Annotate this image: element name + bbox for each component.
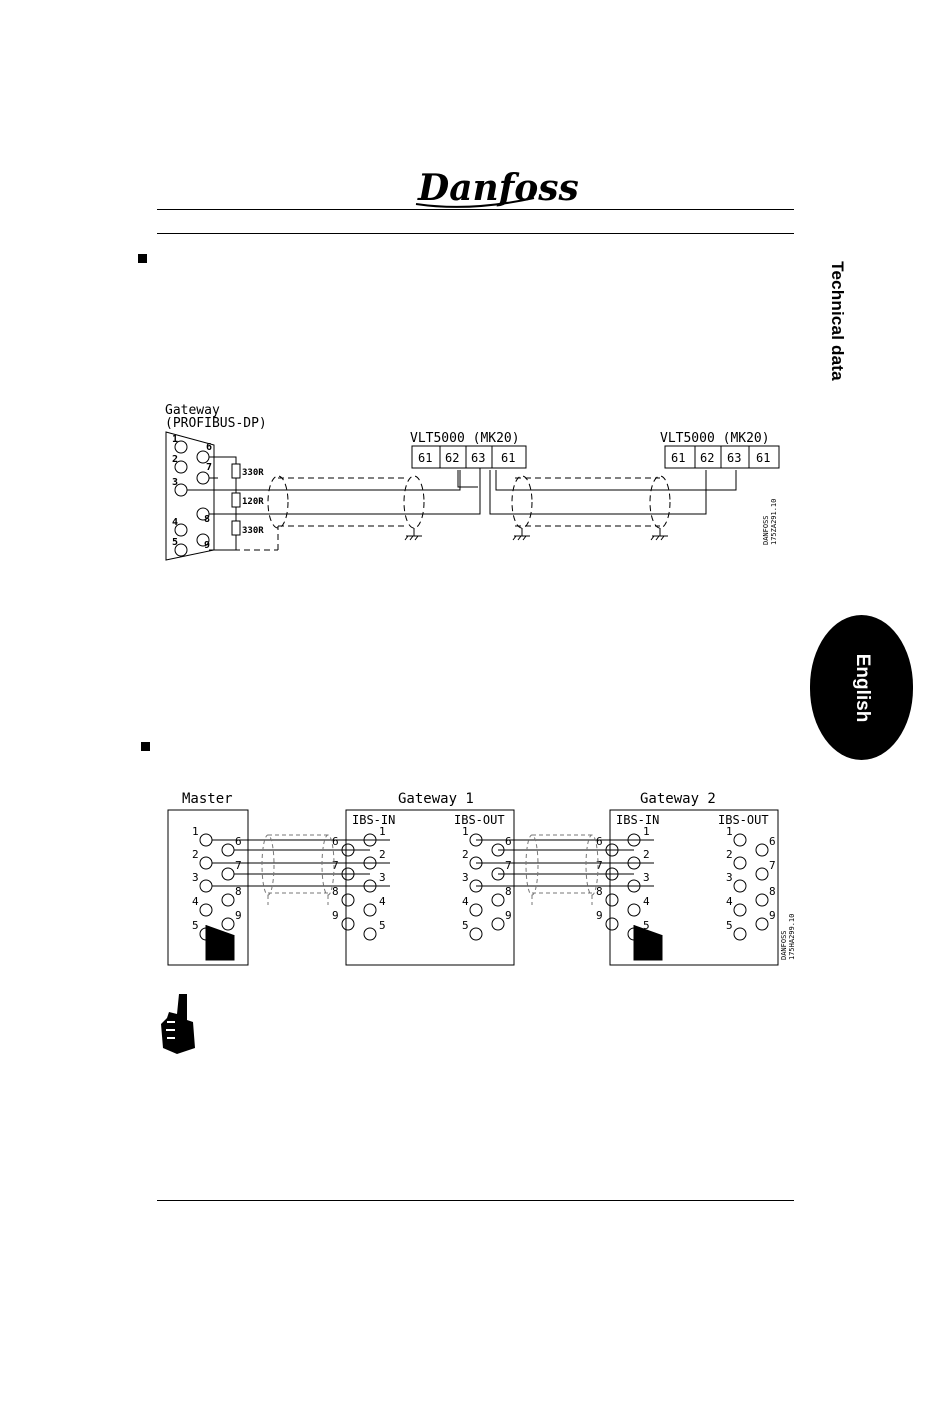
connector-pin-label: 3 bbox=[462, 871, 469, 884]
connector-pin bbox=[492, 918, 504, 930]
connector-pin-label: 9 bbox=[769, 909, 776, 922]
header-rule-top bbox=[157, 209, 794, 210]
ground-symbol bbox=[513, 528, 530, 540]
connector-pin bbox=[756, 918, 768, 930]
connector-pin bbox=[200, 880, 212, 892]
connector-pin bbox=[756, 894, 768, 906]
connector-pin-label: 1 bbox=[379, 825, 386, 838]
connector-pin-label: 5 bbox=[643, 919, 650, 932]
connector-pin bbox=[470, 928, 482, 940]
pin-label-3: 3 bbox=[172, 477, 179, 488]
connector-pin-label: 6 bbox=[332, 835, 339, 848]
connector-pin-label: 4 bbox=[643, 895, 650, 908]
connector-pin-label: 8 bbox=[235, 885, 242, 898]
connector-pin-label: 3 bbox=[643, 871, 650, 884]
connector-pin-label: 7 bbox=[235, 859, 242, 872]
pin-label-9: 9 bbox=[204, 540, 211, 551]
resistor-330r-top bbox=[232, 464, 240, 478]
master-title: Master bbox=[182, 791, 233, 807]
connector-pin-label: 8 bbox=[769, 885, 776, 898]
connector-pin-label: 3 bbox=[726, 871, 733, 884]
section-bullet-2 bbox=[141, 742, 150, 751]
connector-pin-label: 7 bbox=[769, 859, 776, 872]
drive-2-terminal: 63 bbox=[727, 451, 742, 465]
ground-symbol bbox=[405, 528, 422, 540]
danfoss-logo bbox=[410, 158, 579, 212]
ground-symbol bbox=[651, 528, 668, 540]
pin-7 bbox=[197, 472, 209, 484]
footer-rule bbox=[157, 1200, 794, 1201]
resistor-label-3: 330R bbox=[242, 526, 264, 536]
resistor-330r-bottom bbox=[232, 521, 240, 535]
connector-pin bbox=[734, 880, 746, 892]
header-rule-bottom bbox=[157, 233, 794, 234]
connector-pin bbox=[342, 918, 354, 930]
connector-pin bbox=[364, 928, 376, 940]
gateway-2-title: Gateway 2 bbox=[640, 791, 716, 807]
gateway-1-title: Gateway 1 bbox=[398, 791, 474, 807]
connector-pin bbox=[492, 894, 504, 906]
connector-pin-label: 9 bbox=[596, 909, 603, 922]
connector-pin-label: 6 bbox=[769, 835, 776, 848]
connector-pin-label: 7 bbox=[505, 859, 512, 872]
pin-label-4: 4 bbox=[172, 517, 179, 528]
gw1-ibs-in-label: IBS-IN bbox=[352, 813, 396, 827]
connector-pin-label: 2 bbox=[192, 848, 199, 861]
pin-label-5: 5 bbox=[172, 537, 179, 548]
gateway-title: Gateway bbox=[165, 403, 220, 418]
pin-label-2: 2 bbox=[172, 454, 179, 465]
connector-pin-label: 3 bbox=[379, 871, 386, 884]
connector-pin-label: 8 bbox=[332, 885, 339, 898]
connector-pin-label: 4 bbox=[379, 895, 386, 908]
connector-pin-label: 9 bbox=[505, 909, 512, 922]
connector-pin-label: 6 bbox=[596, 835, 603, 848]
connector-pin bbox=[222, 844, 234, 856]
connector-pin bbox=[628, 904, 640, 916]
connector-pin-label: 5 bbox=[379, 919, 386, 932]
connector-pin-label: 5 bbox=[192, 919, 199, 932]
pin-label-6: 6 bbox=[206, 442, 213, 453]
english-tab[interactable] bbox=[810, 615, 913, 760]
drive-2-label: VLT5000 (MK20) bbox=[660, 431, 770, 446]
drive-2-terminal: 62 bbox=[700, 451, 715, 465]
drive-1-label: VLT5000 (MK20) bbox=[410, 431, 520, 446]
connector-pin bbox=[200, 857, 212, 869]
drawing-code-2 bbox=[780, 914, 796, 960]
drive-1-terminal: 61 bbox=[501, 451, 516, 465]
connector-pin-label: 1 bbox=[726, 825, 733, 838]
connector-pin-label: 1 bbox=[643, 825, 650, 838]
connector-pin-label: 8 bbox=[505, 885, 512, 898]
connector-pin-label: 2 bbox=[726, 848, 733, 861]
resistor-120r bbox=[232, 493, 240, 507]
pointing-hand-icon bbox=[157, 992, 199, 1056]
connector-pin bbox=[756, 844, 768, 856]
connector-pin bbox=[200, 904, 212, 916]
connector-pin-label: 2 bbox=[643, 848, 650, 861]
svg-text:175ZA291.10: 175ZA291.10 bbox=[770, 498, 778, 545]
connector-pin bbox=[606, 894, 618, 906]
logo-text: Danfoss bbox=[418, 167, 579, 209]
connector-pin-label: 3 bbox=[192, 871, 199, 884]
svg-text:DANFOSS: DANFOSS bbox=[780, 930, 788, 960]
connector-pin bbox=[734, 928, 746, 940]
resistor-label-2: 120R bbox=[242, 497, 264, 507]
technical-data-label: Technical data bbox=[828, 260, 847, 381]
pin-label-8: 8 bbox=[204, 514, 211, 525]
connector-pin bbox=[222, 868, 234, 880]
technical-data-tab[interactable] bbox=[822, 253, 852, 388]
connector-pin-label: 4 bbox=[462, 895, 469, 908]
connector-pin bbox=[470, 904, 482, 916]
connector-pin-label: 2 bbox=[379, 848, 386, 861]
drawing-code-1 bbox=[762, 499, 778, 545]
gw1-ibs-out-label: IBS-OUT bbox=[454, 813, 505, 827]
drive-1-terminal: 61 bbox=[418, 451, 433, 465]
drive-1-terminal: 63 bbox=[471, 451, 486, 465]
gw2-ibs-out-label: IBS-OUT bbox=[718, 813, 769, 827]
connector-pin-label: 7 bbox=[332, 859, 339, 872]
svg-text:DANFOSS: DANFOSS bbox=[762, 515, 770, 545]
drive-2-terminal: 61 bbox=[756, 451, 771, 465]
connector-pin-label: 5 bbox=[726, 919, 733, 932]
drive-2-terminal: 61 bbox=[671, 451, 686, 465]
connector-pin-label: 4 bbox=[192, 895, 199, 908]
section-bullet-1 bbox=[138, 254, 147, 263]
connector-pin-label: 9 bbox=[332, 909, 339, 922]
connector-pin-label: 8 bbox=[596, 885, 603, 898]
connector-pin bbox=[222, 894, 234, 906]
pin-label-1: 1 bbox=[172, 434, 179, 445]
connector-pin bbox=[734, 834, 746, 846]
resistor-label-1: 330R bbox=[242, 468, 264, 478]
connector-pin bbox=[734, 904, 746, 916]
connector-pin bbox=[222, 918, 234, 930]
gateway-1-box bbox=[346, 810, 514, 965]
connector-pin-label: 6 bbox=[505, 835, 512, 848]
connector-pin-label: 6 bbox=[235, 835, 242, 848]
svg-text:175HA299.10: 175HA299.10 bbox=[788, 913, 796, 960]
connector-pin bbox=[734, 857, 746, 869]
ibs-wiring-diagram bbox=[160, 785, 800, 970]
connector-pin-label: 5 bbox=[462, 919, 469, 932]
pin-label-7: 7 bbox=[206, 462, 213, 473]
connector-pin bbox=[342, 894, 354, 906]
drive-1-terminal: 62 bbox=[445, 451, 460, 465]
english-label: English bbox=[851, 653, 873, 722]
connector-pin-label: 9 bbox=[235, 909, 242, 922]
connector-pin-label: 1 bbox=[462, 825, 469, 838]
connector-pin-label: 1 bbox=[192, 825, 199, 838]
connector-pin bbox=[756, 868, 768, 880]
gateway-subtitle: (PROFIBUS-DP) bbox=[165, 416, 267, 431]
connector-pin-label: 7 bbox=[596, 859, 603, 872]
connector-pin bbox=[364, 904, 376, 916]
connector-pin bbox=[200, 834, 212, 846]
profibus-wiring-diagram bbox=[160, 400, 800, 565]
gw2-ibs-in-label: IBS-IN bbox=[616, 813, 660, 827]
connector-pin-label: 2 bbox=[462, 848, 469, 861]
connector-pin-label: 4 bbox=[726, 895, 733, 908]
connector-pin bbox=[606, 918, 618, 930]
